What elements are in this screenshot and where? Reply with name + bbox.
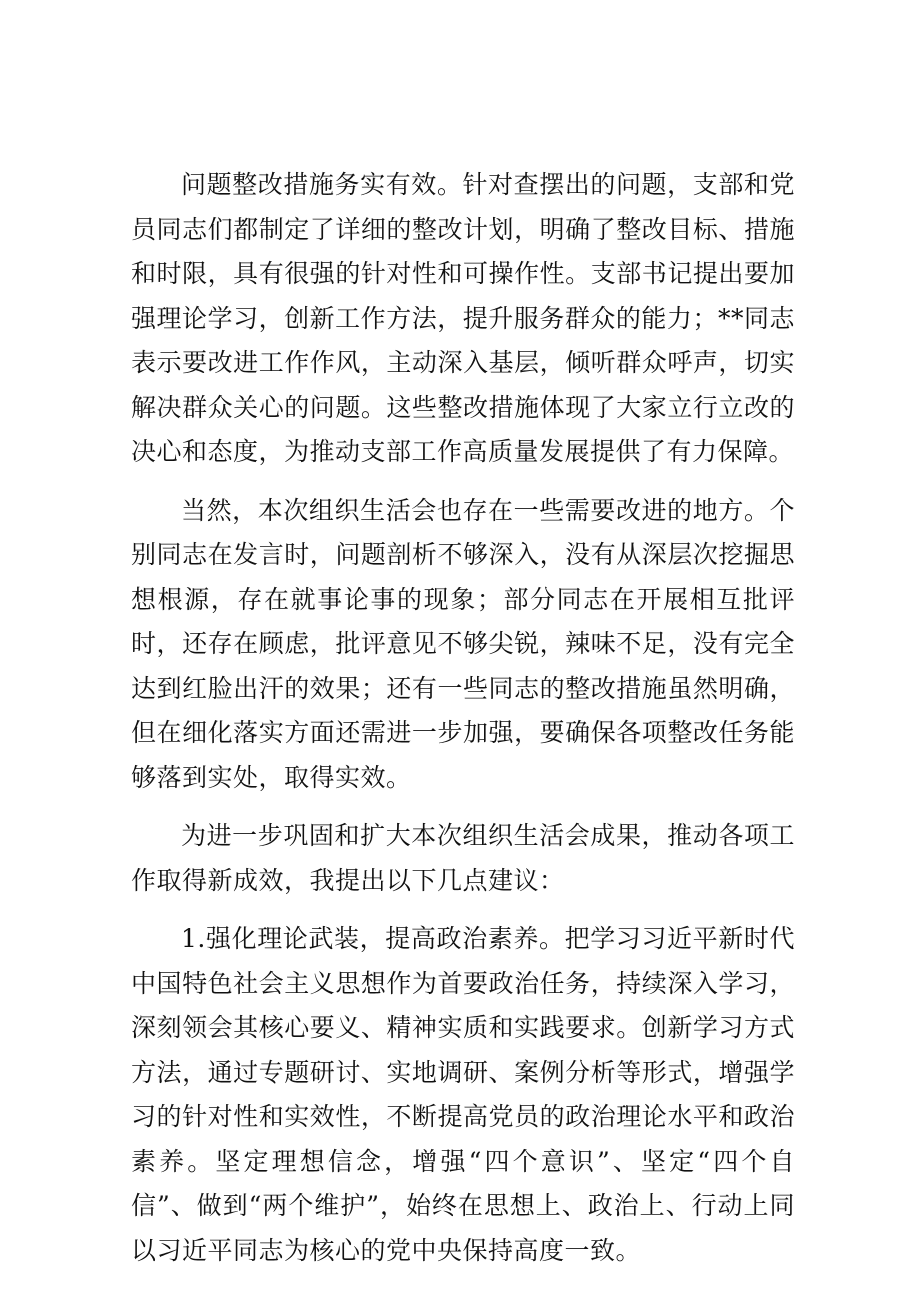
paragraph-suggestions-intro: 为进一步巩固和扩大本次组织生活会成果，推动各项工作取得新成效，我提出以下几点建议： bbox=[131, 821, 795, 895]
paragraph-shortcomings: 当然，本次组织生活会也存在一些需要改进的地方。个别同志在发言时，问题剖析不够深入，没有从深层次挖掘思想根源，存在就事论事的现象；部分同志在开展相互批评时，还存在顾虑，批评意见不够尖锐，辣味不足，没有完全达到红脸出汗的效果；还有一些同志的整改措施虽然明确，但在细化落实方面还需进一步加强，要确保各项整改任务能够落到实处，取得实效。 bbox=[131, 495, 795, 792]
document-body bbox=[131, 163, 795, 1287]
paragraph-rectification-measures: 问题整改措施务实有效。针对查摆出的问题，支部和党员同志们都制定了详细的整改计划，明确了整改目标、措施和时限，具有很强的针对性和可操作性。支部书记提出要加强理论学习，创新工作方法，提升服务群众的能力；**同志表示要改进工作作风，主动深入基层，倾听群众呼声，切实解决群众关心的问题。这些整改措施体现了大家立行立改的决心和态度，为推动支部工作高质量发展提供了有力保障。 bbox=[131, 170, 795, 466]
paragraph-suggestion-1: 1.强化理论武装，提高政治素养。把学习习近平新时代中国特色社会主义思想作为首要政治任务，持续深入学习，深刻领会其核心要义、精神实质和实践要求。创新学习方式方法，通过专题研讨、实地调研、案例分析等形式，增强学习的针对性和实效性，不断提高党员的政治理论水平和政治素养。坚定理想信念，增强“四个意识”、坚定“四个自信”、做到“两个维护”，始终在思想上、政治上、行动上同以习近平同志为核心的党中央保持高度一致。 bbox=[131, 924, 795, 1265]
